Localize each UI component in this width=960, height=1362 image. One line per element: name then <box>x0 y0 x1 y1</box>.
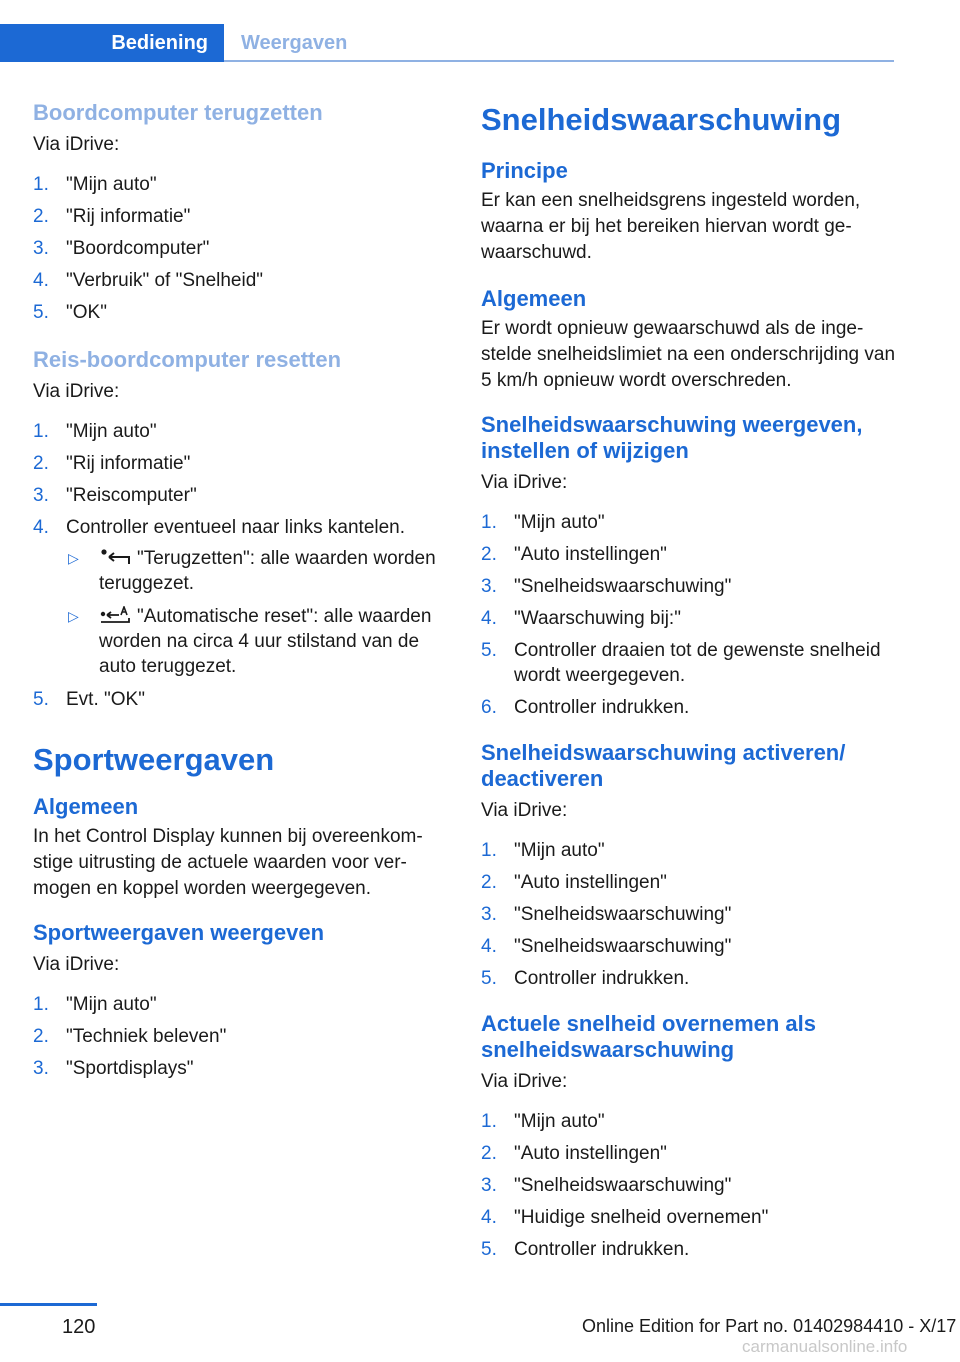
step-number: 5. <box>33 302 49 323</box>
page-number: 120 <box>62 1316 96 1338</box>
list-item <box>33 451 448 476</box>
sub-option-text: "Automatische reset": alle waarden worden na circa 4 uur stilstand van de auto teruggezet. <box>99 606 432 677</box>
step-number: 2. <box>33 453 49 474</box>
list-item <box>481 870 896 895</box>
step-text: "Snelheidswaarschuwing" <box>514 904 732 925</box>
via-idrive-text: Via iDrive: <box>33 381 120 402</box>
steps-list-reis <box>33 419 448 712</box>
list-item <box>481 1141 896 1166</box>
step-text: "Waarschuwing bij:" <box>514 608 681 629</box>
list-item <box>33 515 448 679</box>
right-column <box>481 100 896 1269</box>
paragraph-algemeen: In het Control Display kunnen bij overeenkomstige uitrusting de actuele waarden voor vermogen en koppel worden weergegeven. <box>33 826 423 899</box>
step-text: "Reiscomputer" <box>66 485 197 506</box>
step-number: 5. <box>33 689 49 710</box>
tab-divider <box>224 60 894 62</box>
chapter-title-snelheidswaarschuwing: Snelheidswaarschuwing <box>481 102 842 137</box>
step-number: 4. <box>481 936 497 957</box>
subsection-title-activeren-deactiveren: Snelheidswaarschuwing activeren/ deactiveren <box>481 740 846 791</box>
steps-list-instellen <box>481 510 896 720</box>
list-item <box>481 1109 896 1134</box>
section-title-boordcomputer-terugzetten: Boordcomputer terugzetten <box>33 100 323 125</box>
bullet-triangle-icon: ▷ <box>68 608 79 624</box>
step-number: 1. <box>481 1111 497 1132</box>
list-item <box>33 236 448 261</box>
list-item <box>481 1173 896 1198</box>
list-item <box>33 1024 448 1049</box>
list-item <box>33 172 448 197</box>
list-item <box>481 542 896 567</box>
via-idrive-text: Via iDrive: <box>481 800 568 821</box>
step-text: "Auto instellingen" <box>514 872 667 893</box>
list-item <box>481 1205 896 1230</box>
step-number: 5. <box>481 968 497 989</box>
watermark-text: carmanualsonline.info <box>742 1337 908 1356</box>
step-number: 2. <box>481 872 497 893</box>
sub-option-text: "Terugzetten": alle waarden worden teruggezet. <box>99 548 436 594</box>
step-number: 1. <box>481 512 497 533</box>
list-item <box>481 934 896 959</box>
sub-list-item <box>66 546 448 596</box>
list-item <box>33 300 448 325</box>
step-text: Evt. "OK" <box>66 689 145 710</box>
step-text: "Boordcomputer" <box>66 238 210 259</box>
step-text: Controller indrukken. <box>514 697 690 718</box>
step-text: "OK" <box>66 302 107 323</box>
step-text: Controller eventueel naar links kantelen. <box>66 517 406 538</box>
sub-list-item <box>66 604 448 679</box>
step-text: "Verbruik" of "Snelheid" <box>66 270 264 291</box>
auto-reset-icon <box>99 606 133 624</box>
list-item <box>481 1237 896 1262</box>
list-item <box>33 1056 448 1081</box>
section-title-reis-boordcomputer: Reis-boordcomputer resetten <box>33 347 342 372</box>
step-number: 5. <box>481 640 497 661</box>
step-text: "Mijn auto" <box>514 1111 605 1132</box>
paragraph-principe: Er kan een snelheidsgrens ingesteld worden, waarna er bij het bereiken hiervan wordt gewaarschuwd. <box>481 190 861 263</box>
list-item <box>33 687 448 712</box>
step-number: 1. <box>33 994 49 1015</box>
tab-bediening[interactable]: Bediening <box>0 24 224 62</box>
step-text: "Mijn auto" <box>514 512 605 533</box>
step-text: Controller indrukken. <box>514 968 690 989</box>
step-number: 3. <box>481 904 497 925</box>
subsection-title-algemeen: Algemeen <box>481 286 587 311</box>
via-idrive-text: Via iDrive: <box>481 1071 568 1092</box>
step-number: 6. <box>481 697 497 718</box>
step-text: "Techniek beleven" <box>66 1026 227 1047</box>
list-item <box>481 695 896 720</box>
steps-list-overnemen <box>481 1109 896 1262</box>
step-text: "Auto instellingen" <box>514 1143 667 1164</box>
step-text: "Mijn auto" <box>66 174 157 195</box>
step-number: 3. <box>481 576 497 597</box>
step-text: "Huidige snelheid overnemen" <box>514 1207 769 1228</box>
list-item <box>481 606 896 631</box>
list-item <box>481 838 896 863</box>
tab-weergaven[interactable]: Weergaven <box>241 31 348 54</box>
subsection-title-principe: Principe <box>481 158 568 183</box>
step-number: 4. <box>33 517 49 538</box>
step-text: "Snelheidswaarschuwing" <box>514 1175 732 1196</box>
step-number: 1. <box>33 174 49 195</box>
step-number: 3. <box>481 1175 497 1196</box>
step-number: 5. <box>481 1239 497 1260</box>
step-text: "Snelheidswaarschuwing" <box>514 936 732 957</box>
list-item <box>481 638 896 688</box>
subsection-title-weergeven-instellen: Snelheidswaarschuwing weergeven, instellen of wijzigen <box>481 412 863 463</box>
via-idrive-text: Via iDrive: <box>33 134 120 155</box>
list-item <box>33 419 448 444</box>
step-number: 1. <box>481 840 497 861</box>
left-column <box>33 100 448 1088</box>
subsection-title-snelheid-overnemen: Actuele snelheid overnemen als snelheidswaarschuwing <box>481 1011 817 1062</box>
step-text: "Mijn auto" <box>66 421 157 442</box>
top-tab-bar <box>0 0 894 64</box>
list-item <box>33 483 448 508</box>
step-number: 2. <box>481 1143 497 1164</box>
step-text: Controller indrukken. <box>514 1239 690 1260</box>
reset-arrow-icon <box>99 548 133 566</box>
step-number: 3. <box>33 1058 49 1079</box>
list-item <box>33 268 448 293</box>
step-text: "Auto instellingen" <box>514 544 667 565</box>
step-text: "Mijn auto" <box>514 840 605 861</box>
list-item <box>481 966 896 991</box>
bullet-triangle-icon: ▷ <box>68 550 79 566</box>
edition-text: Online Edition for Part no. 01402984410 - X/17 <box>582 1316 957 1336</box>
sub-options-list <box>66 546 448 679</box>
via-idrive-text: Via iDrive: <box>481 472 568 493</box>
step-text: "Rij informatie" <box>66 206 191 227</box>
step-number: 2. <box>33 206 49 227</box>
step-text: "Rij informatie" <box>66 453 191 474</box>
list-item <box>33 204 448 229</box>
subsection-title-algemeen: Algemeen <box>33 794 139 819</box>
step-text: Controller draaien tot de gewenste snelheid wordt weergegeven. <box>514 640 881 686</box>
step-number: 4. <box>481 608 497 629</box>
chapter-title-sportweergaven: Sportweergaven <box>33 742 275 777</box>
step-number: 1. <box>33 421 49 442</box>
list-item <box>481 902 896 927</box>
steps-list-sport <box>33 992 448 1081</box>
list-item <box>33 992 448 1017</box>
footer-divider <box>0 1303 97 1306</box>
step-text: "Snelheidswaarschuwing" <box>514 576 732 597</box>
step-number: 4. <box>33 270 49 291</box>
step-text: "Mijn auto" <box>66 994 157 1015</box>
step-number: 3. <box>33 238 49 259</box>
steps-list-activeren <box>481 838 896 991</box>
subsection-title-sportweergaven-weergeven: Sportweergaven weergeven <box>33 920 325 945</box>
steps-list-boordcomputer <box>33 172 448 325</box>
step-number: 2. <box>481 544 497 565</box>
step-number: 4. <box>481 1207 497 1228</box>
via-idrive-text: Via iDrive: <box>33 954 120 975</box>
list-item <box>481 510 896 535</box>
step-number: 2. <box>33 1026 49 1047</box>
step-text: "Sportdisplays" <box>66 1058 194 1079</box>
step-number: 3. <box>33 485 49 506</box>
paragraph-algemeen: Er wordt opnieuw gewaarschuwd als de ingestelde snelheidslimiet na een onderschrijding van 5 km/h opnieuw wordt overschreden. <box>481 318 896 391</box>
list-item <box>481 574 896 599</box>
